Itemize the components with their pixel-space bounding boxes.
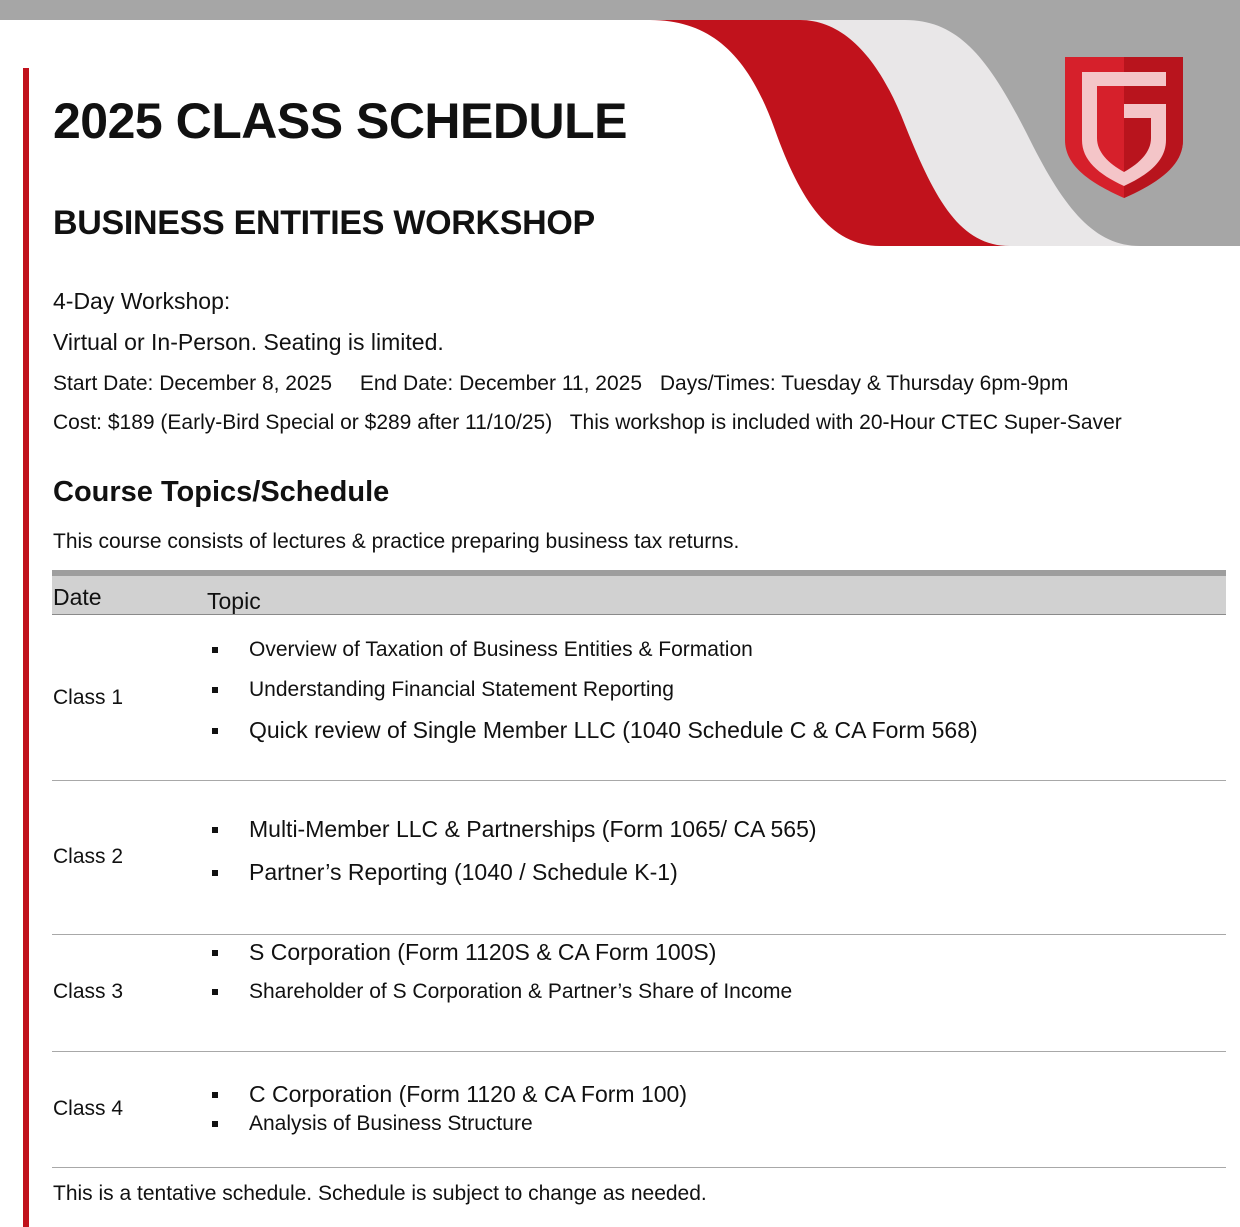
- workshop-mode: Virtual or In-Person. Seating is limited.: [53, 329, 444, 355]
- days-times-label: Days/Times:: [659, 372, 776, 395]
- table-row: [52, 615, 1226, 781]
- bullet-icon: [212, 1092, 218, 1098]
- class-date-cell: Class 2: [53, 845, 124, 868]
- topic-item: [212, 638, 753, 662]
- table-row: [52, 781, 1226, 935]
- start-date-value: December 8, 2025: [159, 372, 333, 395]
- bullet-icon: [212, 647, 218, 653]
- dates-line: [53, 372, 1068, 396]
- topic-text: Shareholder of S Corporation & Partner’s Share of Income: [249, 980, 793, 1003]
- topic-item: [212, 1081, 687, 1108]
- end-date-label: End Date:: [359, 372, 454, 395]
- topic-item: [212, 1112, 533, 1136]
- topic-item: [212, 980, 792, 1004]
- bullet-icon: [212, 827, 218, 833]
- table-row: [52, 935, 1226, 1052]
- page-title: 2025 CLASS SCHEDULE: [53, 93, 627, 149]
- topic-text: Analysis of Business Structure: [249, 1112, 533, 1135]
- topic-text: S Corporation (Form 1120S & CA Form 100S): [249, 939, 717, 965]
- column-header-date: Date: [53, 584, 102, 610]
- topic-text: Quick review of Single Member LLC (1040 Schedule C & CA Form 568): [249, 717, 978, 743]
- topic-text: Multi-Member LLC & Partnerships (Form 1065/ CA 565): [249, 816, 817, 842]
- topic-text: C Corporation (Form 1120 & CA Form 100): [249, 1081, 688, 1107]
- section-heading: Course Topics/Schedule: [53, 476, 390, 508]
- topic-item: [212, 678, 674, 702]
- bullet-icon: [212, 950, 218, 956]
- class-date-cell: Class 4: [53, 1097, 124, 1120]
- workshop-format: 4-Day Workshop:: [53, 288, 231, 314]
- bullet-icon: [212, 1121, 218, 1127]
- class-date-cell: Class 3: [53, 980, 124, 1003]
- topic-text: Overview of Taxation of Business Entities & Formation: [249, 638, 753, 661]
- schedule-table: [52, 570, 1226, 1167]
- topic-text: Partner’s Reporting (1040 / Schedule K-1): [249, 859, 678, 885]
- table-header-row: [52, 576, 1226, 615]
- topic-item: [212, 816, 817, 843]
- days-times-value: Tuesday & Thursday 6pm-9pm: [781, 372, 1069, 395]
- bullet-icon: [212, 989, 218, 995]
- cost-value: $189 (Early-Bird Special or $289 after 11/10/25): [107, 411, 553, 434]
- included-note: This workshop is included with 20-Hour CTEC Super-Saver: [569, 411, 1122, 434]
- end-date-value: December 11, 2025: [459, 372, 642, 395]
- topic-item: [212, 859, 678, 886]
- cost-label: Cost:: [53, 411, 103, 434]
- topic-item: [212, 939, 716, 966]
- topic-item: [212, 717, 978, 744]
- topic-text: Understanding Financial Statement Reporting: [249, 678, 674, 701]
- start-date-label: Start Date:: [53, 372, 154, 395]
- section-description: This course consists of lectures & practice preparing business tax returns.: [53, 530, 740, 553]
- bullet-icon: [212, 870, 218, 876]
- class-date-cell: Class 1: [53, 686, 124, 709]
- workshop-title: BUSINESS ENTITIES WORKSHOP: [53, 204, 595, 242]
- bullet-icon: [212, 687, 218, 693]
- table-row: [52, 1052, 1226, 1168]
- cost-line: [53, 411, 1122, 435]
- column-header-topic: Topic: [207, 588, 261, 614]
- bullet-icon: [212, 728, 218, 734]
- left-accent-rule: [23, 68, 29, 1227]
- tentative-note: This is a tentative schedule. Schedule is subject to change as needed.: [53, 1182, 707, 1205]
